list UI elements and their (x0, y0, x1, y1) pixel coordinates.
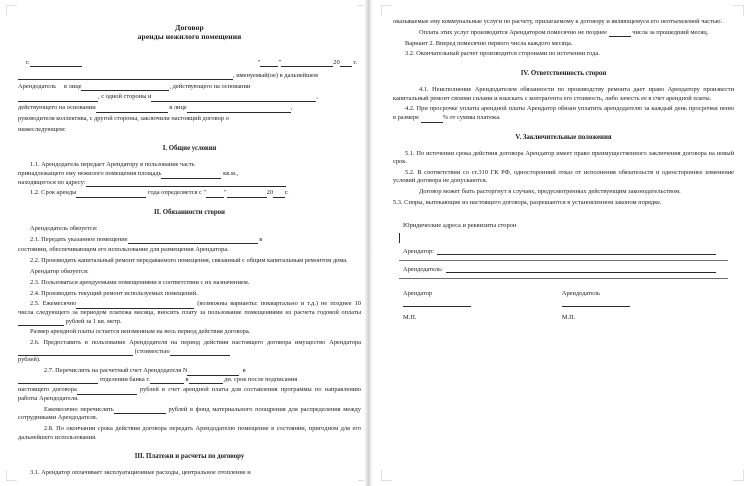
clause-2-7-in-1: в (242, 367, 246, 375)
signature-row (403, 290, 734, 321)
preamble-line-6: нижеследующем: (18, 125, 66, 133)
lessee-obligations-label: Арендатор обязуется: (30, 268, 89, 275)
clause-2-7-contract-label: настоящего договора (18, 386, 77, 394)
clause-2-6-text: 2.6. Предоставить в пользование Арендодателя на период действия настоящего договора имущество Арендатора (30, 339, 361, 347)
clause-2-1-blank[interactable] (128, 236, 258, 244)
preamble-line-1 (18, 72, 361, 81)
clause-1-1-address-label: находящегося по адресу: (18, 178, 86, 186)
crop-mark-top-left (6, 5, 17, 16)
page-right (375, 0, 750, 486)
clause-2-7-monthly (18, 406, 361, 423)
text-cursor (399, 233, 400, 243)
clause-3-1-continued: оказываемые ему коммунальные услуги по расчету, прилагаемому к договору и являющемуся его неотъемлемой частью. (393, 18, 723, 25)
clause-2-7-bank-label: отделении банка г. (99, 375, 150, 383)
clause-4-2-percent-blank[interactable] (421, 115, 443, 123)
clause-2-7-account-blank[interactable] (187, 368, 239, 376)
document-title-line2: аренды нежилого помещения (137, 32, 242, 42)
requisites-lessee-row (403, 247, 734, 255)
clause-2-5-label: 2.5. Ежемесячно (30, 300, 77, 308)
clause-2-6 (18, 339, 361, 365)
signature-lessee-name: Арендатор (403, 289, 433, 297)
clause-3-1-day-blank[interactable] (609, 29, 631, 37)
clause-2-7-monthly-label: Ежемесячно перечислять (44, 405, 114, 413)
clause-1-2-term-blank[interactable] (76, 190, 146, 198)
clause-1-1-area-blank[interactable] (161, 171, 221, 179)
city-field (26, 58, 82, 67)
preamble-line-4 (18, 104, 361, 113)
clause-2-7-sum-blank[interactable] (77, 387, 137, 395)
date-quote-close: " (278, 58, 282, 66)
clause-2-6-property-blank[interactable] (18, 348, 133, 356)
clause-1-1-unit: кв.м., (223, 169, 239, 177)
preamble-line-1-text: , именуемый(ое) в дальнейшем (233, 71, 318, 79)
preamble-line-4-tail: , (290, 104, 293, 112)
city-label: г. (26, 58, 30, 66)
clause-2-7-term-text: дн. срок после подписания (224, 375, 298, 383)
signature-lessor-line[interactable] (562, 300, 630, 307)
clause-5-3: 5.3. Споры, вытекающие из настоящего договора, разрешаются в установленном законом порядке. (393, 199, 662, 207)
clause-2-7 (18, 367, 361, 384)
clause-1-2-year-blank[interactable] (273, 190, 285, 198)
city-blank[interactable] (30, 59, 82, 67)
requisites-lessee-blank[interactable] (437, 247, 716, 255)
clause-5-2: 5.2. В соответствии со ст.310 ГК РФ, односторонний отказ от исполнения обязательств и одностороннее изменение условий договора не допускаются. (393, 168, 734, 185)
clause-1-2-year-prefix: 20 (266, 189, 274, 197)
date-suffix: г. (353, 58, 357, 66)
clause-2-7-cont (18, 386, 361, 403)
clause-2-7-tail: рублей в счет арендной платы для составления программы по направлению работы Арендодателя. (18, 386, 361, 403)
clause-1-2-quote: " (224, 189, 227, 197)
clause-2-7-in-2: в (185, 375, 189, 383)
clause-2-6-value-label: (стоимостью (134, 347, 170, 355)
clause-2-7-monthly-tail: рублей в фонд материального поощрения для распределения между сотрудниками Арендодателя. (18, 405, 361, 422)
requisites-divider-2 (399, 278, 728, 279)
clause-2-5-note: Размер арендной платы остается неизменным на весь период действия договора. (30, 328, 251, 336)
clause-4-2-tail: % от суммы платежа. (442, 113, 501, 121)
clause-1-1-part-b: принадлежащего ему нежилого помещения площадь (18, 169, 162, 177)
preamble-line-2 (18, 83, 361, 92)
clause-2-1-cont: состоянии, обеспечивающем его использование для размещения Арендатора. (18, 246, 229, 254)
requisites-divider-1 (399, 260, 728, 261)
in-person-of-2: в лице (169, 104, 187, 112)
requisites-lessee-label: Арендатор: (403, 247, 434, 255)
acting-on-basis-2: действующего на основании (18, 104, 96, 112)
lessor-obligations-label: Арендодатель обязуется: (30, 224, 98, 232)
crop-mark-bottom-right-right-page (733, 470, 744, 481)
preamble-party-blank[interactable] (18, 72, 233, 80)
clause-1-2 (18, 189, 361, 198)
date-field (258, 58, 357, 67)
in-person-of-1: в лице (64, 82, 82, 90)
clause-2-7-days-blank[interactable] (189, 376, 223, 384)
clause-2-7-branch-blank[interactable] (18, 376, 98, 384)
requisites-lessor-blank[interactable] (446, 265, 716, 273)
preamble-line-3 (18, 93, 361, 102)
clause-2-7-label: 2.7. Перечислить на расчетный счет Арендодателя N (44, 367, 188, 375)
crop-mark-top-left-right-page (381, 5, 392, 16)
clause-3-1-payment (393, 29, 734, 38)
date-month-blank[interactable] (281, 59, 333, 67)
clause-2-5-rate-blank[interactable] (18, 318, 64, 326)
clause-3-1-variant: Вариант 2. Вперед помесячно первого числа каждого месяца. (405, 39, 573, 47)
signature-block-lessee (403, 290, 562, 321)
preamble (18, 72, 361, 135)
clause-3-2: 3.2. Окончательный расчет производится сторонами по истечении года. (405, 50, 600, 58)
document-title (18, 23, 361, 42)
date-quote-open: " (257, 58, 261, 66)
lessor-rep-blank[interactable] (81, 83, 169, 91)
date-year-prefix: 20 (333, 58, 340, 66)
signature-lessor-name: Арендодатель (561, 289, 600, 297)
clause-4-2 (393, 105, 734, 122)
clause-2-2: 2.2. Производить капитальный ремонт передаваемого помещения, связанный с общим капитальным ремонтом дома. (30, 257, 348, 265)
clause-4-1: 4.1. Неисполнение Арендодателем обязанности по производству ремонта дает право Арендатору произвести капитальный ремонт своими силами и взыскать с контрагента его стоимость, либо зачесть ее в счет арендной платы. (393, 85, 734, 102)
requisites-heading: Юридические адреса и реквизиты сторон (403, 221, 517, 229)
crop-mark-bottom-left-right-page (381, 470, 392, 481)
clause-2-5 (18, 300, 361, 326)
page-gutter (364, 0, 373, 486)
date-day-blank[interactable] (257, 58, 278, 67)
clause-1-2-from: года определяется с " (147, 189, 207, 197)
signature-lessee-line[interactable] (403, 300, 471, 307)
crop-mark-bottom-left (6, 470, 17, 481)
section-heading-5: V. Заключительные положения (515, 133, 612, 141)
clause-4-2-text: 4.2. При просрочке уплаты арендной платы Арендатор обязан уплатить арендодателю за каждый день просрочки пеню в размере (393, 105, 734, 121)
clause-1-1-part-a: 1.1. Арендодатель передает Арендатору в пользование часть (30, 161, 195, 169)
section-heading-4: IV. Ответственность сторон (520, 69, 607, 77)
clause-2-1-in: в (259, 235, 263, 243)
section-heading-2: II. Обязанности сторон (154, 208, 225, 216)
clause-2-8: 2.8. По окончании срока действия договора передать Арендодателю помещение в состоянии, пригодном для его дальнейшего использования. (18, 425, 361, 441)
lessor-word: Арендодатель (18, 82, 56, 90)
signature-block-lessor (562, 290, 721, 321)
section-heading-3: III. Платежи и расчеты по договору (134, 453, 245, 461)
section-heading-1: I. Общие условия (162, 145, 217, 153)
clause-3-1-payment-tail: числа за прошедший месяц. (632, 28, 709, 36)
clause-1-1-address-blank[interactable] (86, 179, 286, 187)
acting-on-basis-1: , действующего на основании (169, 82, 251, 90)
clause-2-7-monthly-blank[interactable] (114, 406, 166, 414)
requisites-lessor-label: Арендодатель: (403, 265, 443, 273)
clause-2-7-city-blank[interactable] (150, 376, 184, 384)
city-date-row (26, 58, 357, 67)
preamble-line-5: руководителя коллектива, с другой стороны, заключили настоящий договор о (18, 114, 229, 122)
clause-2-5-blank[interactable] (76, 301, 194, 309)
clause-2-5-text: (возможны варианты: поквартально и т.д.) не позднее 10 числа следующего за периодом платежа месяца, вносить плату за пользование помещениями из расчета годовой оплаты (18, 300, 361, 316)
basis-blank-2[interactable] (96, 105, 168, 113)
basis-blank-1[interactable] (18, 94, 98, 102)
clause-3-1-payment-text: Оплата этих услуг производится Арендатором помесячно не позднее (419, 28, 608, 36)
clause-5-1: 5.1. По истечении срока действия договора Арендатор имеет право преимущественного заключения договора на новый срок. (393, 149, 734, 166)
clause-1-1 (18, 161, 361, 187)
clause-2-3: 2.3. Пользоваться арендуемыми помещениями в соответствии с их назначением. (30, 278, 250, 286)
other-party-blank[interactable] (151, 94, 316, 102)
clause-2-1 (18, 236, 361, 245)
signature-lessee-stamp: М.П. (403, 313, 417, 321)
clause-5-2-b: Договор может быть расторгнут в случаях, предусмотренных действующим законодательством. (419, 188, 681, 196)
clause-2-6-value-blank[interactable] (170, 348, 230, 356)
preamble-line-3-tail: , (316, 93, 318, 101)
clause-2-5-unit: рублей за 1 кв. метр. (65, 317, 122, 325)
lessee-rep-blank[interactable] (187, 105, 291, 113)
clause-2-6-currency: рублей). (18, 356, 41, 364)
clause-2-1-label: 2.1. Передать указанное помещение (30, 235, 128, 243)
clause-1-2-day-blank[interactable] (206, 190, 224, 198)
clause-2-4: 2.4. Производить текущий ремонт используемых помещений. (30, 289, 198, 297)
signature-lessor-stamp: М.П. (561, 313, 576, 321)
crop-mark-top-right-right-page (733, 5, 744, 16)
requisites-lessor-row (403, 265, 734, 273)
clause-1-2-label: 1.2. Срок аренды (30, 189, 77, 197)
clause-1-2-month-blank[interactable] (227, 190, 267, 198)
date-year-blank[interactable] (340, 59, 352, 67)
clause-1-2-suffix: г. (285, 189, 289, 197)
clause-3-1: 3.1. Арендатор оплачивает эксплуатационные расходы, центральное отопление и (30, 469, 251, 477)
one-party-text: , с одной стороны и (98, 93, 152, 101)
document-title-line1: Договор (175, 23, 204, 32)
